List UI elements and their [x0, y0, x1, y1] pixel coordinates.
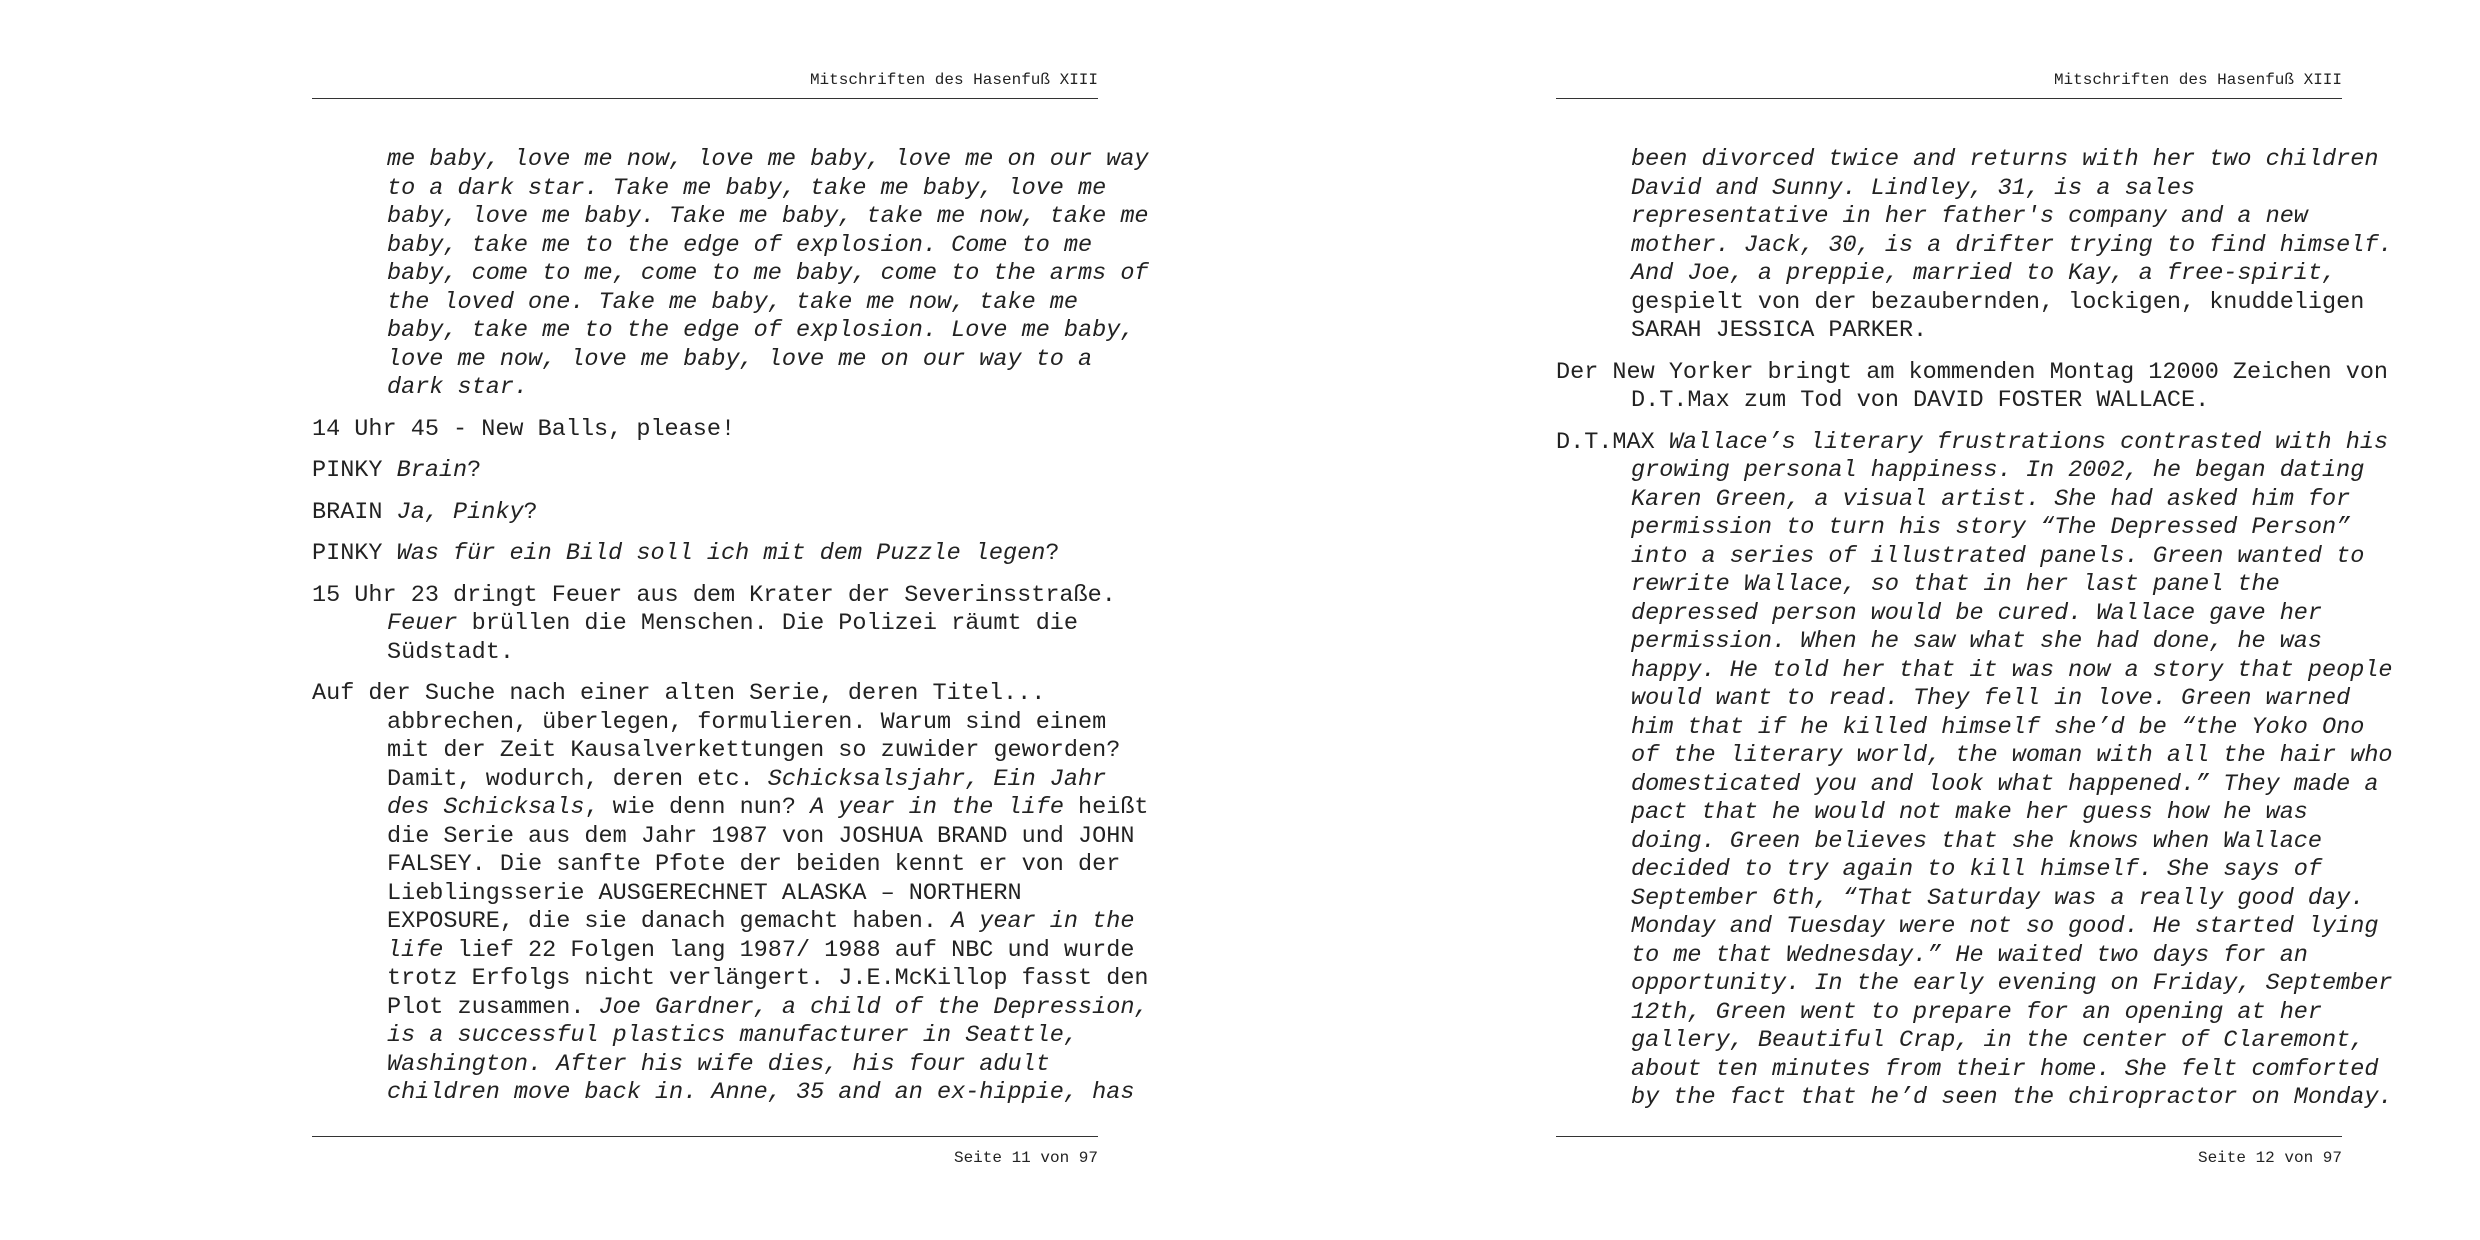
text-line	[1631, 260, 2342, 289]
italic-text-run: rewrite Wallace, so that in her last panel the	[1631, 571, 2280, 598]
text-line	[387, 346, 1098, 375]
text-run: PINKY	[312, 540, 397, 567]
text-line	[1631, 317, 2342, 346]
text-line	[387, 765, 1107, 795]
text-run: 14 Uhr 45 - New Balls, please!	[312, 415, 736, 443]
text-line	[387, 317, 1135, 346]
text-line	[387, 289, 1098, 318]
italic-text-run: love me now, love me baby, love me on our way to a	[387, 345, 1093, 373]
text-run: Südstadt.	[387, 638, 514, 666]
text-line	[387, 908, 1135, 937]
italic-text-run: domesticated you and look what happened.” They made a	[1631, 770, 2379, 798]
text-run: mit der Zeit Kausalverkettungen so zuwider geworden?	[387, 737, 1121, 764]
text-line	[387, 1022, 1098, 1051]
text-line	[312, 581, 1116, 611]
italic-text-run: is a successful plastics manufacturer in Seattle,	[387, 1022, 1079, 1049]
text-line	[1631, 146, 2379, 175]
text-line	[312, 680, 1098, 709]
text-run: die Serie aus dem Jahr 1987 von JOSHUA BRAND und JOHN	[387, 822, 1135, 850]
italic-text-run: Joe Gardner, a child of the Depression,	[598, 993, 1149, 1021]
text-line	[1631, 913, 2379, 942]
italic-text-run: Karen Green, a visual artist. She had asked him for	[1631, 485, 2351, 513]
text-run: Auf der Suche nach einer alten Serie, deren Titel...	[312, 680, 1046, 707]
italic-text-run: A year in the life	[810, 794, 1064, 821]
text-line	[1631, 1027, 2365, 1056]
italic-text-run: Ja, Pinky	[396, 498, 524, 526]
italic-text-run: happy. He told her that it was now a story that people	[1631, 656, 2393, 684]
page-right	[1556, 0, 2393, 1240]
italic-text-run: gallery, Beautiful Crap, in the center of Claremont,	[1631, 1027, 2365, 1054]
text-line	[1631, 1055, 2379, 1085]
paragraph	[312, 146, 1149, 403]
paragraph	[312, 680, 1149, 1108]
italic-text-run: 12th, Green went to prepare for an opening at her	[1631, 998, 2323, 1026]
italic-text-run: Monday and Tuesday were not so good. He started lying	[1631, 913, 2379, 940]
text-run: Plot zusammen.	[387, 993, 599, 1021]
text-line	[387, 880, 1098, 909]
paragraph	[312, 499, 1098, 528]
text-line	[1556, 428, 2389, 458]
italic-text-run: dark star.	[387, 374, 529, 401]
text-line	[387, 851, 1121, 880]
text-line	[1631, 799, 2342, 828]
text-run: abbrechen, überlegen, formulieren. Warum sind einem	[387, 708, 1107, 736]
text-run: trotz Erfolgs nicht verlängert. J.E.McKillop fasst den	[387, 965, 1149, 992]
text-line	[1631, 457, 2365, 486]
text-line	[387, 965, 1149, 994]
text-run: , wie denn nun?	[584, 794, 811, 821]
page-body	[312, 146, 1149, 1121]
italic-text-run: baby, love me baby. Take me baby, take me now, take me	[387, 203, 1149, 230]
text-line	[387, 794, 1149, 823]
text-line	[387, 737, 1121, 766]
text-line	[387, 936, 1135, 966]
text-line	[387, 260, 1149, 289]
italic-text-run: Washington. After his wife dies, his four adult	[387, 1050, 1050, 1078]
italic-text-run: to a dark star. Take me baby, take me baby, love me	[387, 174, 1107, 202]
italic-text-run: by the fact that he’d seen the chiropractor on Monday.	[1631, 1084, 2393, 1111]
text-line	[1631, 514, 2351, 543]
italic-text-run: doing. Green believes that she knows when Wallace	[1631, 827, 2323, 855]
text-run: 15 Uhr 23 dringt Feuer aus dem Krater der Severinsstraße.	[312, 581, 1116, 609]
text-line	[1631, 387, 2342, 416]
text-line	[387, 232, 1098, 261]
paragraph	[312, 457, 1098, 486]
text-line	[1631, 203, 2342, 232]
page-number-footer: Seite 11 von 97	[312, 1136, 1098, 1166]
text-line	[1556, 358, 2389, 388]
text-line	[1631, 656, 2393, 686]
text-run: FALSEY. Die sanfte Pfote der beiden kennt er von der	[387, 851, 1121, 878]
text-line	[1631, 1084, 2393, 1113]
text-line	[387, 610, 1098, 639]
italic-text-run: September 6th, “That Saturday was a really good day.	[1631, 884, 2365, 912]
paragraph	[1556, 146, 2393, 346]
italic-text-run: pact that he would not make her guess how he was	[1631, 799, 2308, 826]
paragraph	[312, 581, 1116, 668]
text-line	[387, 146, 1149, 175]
text-line	[1631, 542, 2365, 572]
italic-text-run: Brain	[396, 457, 468, 484]
text-run: Lieblingsserie AUSGERECHNET ALASKA – NORTHERN	[387, 879, 1022, 907]
text-line	[1631, 685, 2351, 714]
italic-text-run: A year in the	[951, 908, 1135, 935]
text-line	[1631, 628, 2342, 657]
italic-text-run: representative in her father's company and a new	[1631, 203, 2308, 230]
page-number-footer: Seite 12 von 97	[1556, 1136, 2342, 1166]
text-line	[1631, 713, 2365, 743]
text-line	[1631, 485, 2351, 515]
italic-text-run: life	[387, 936, 444, 964]
italic-text-run: been divorced twice and returns with her two children	[1631, 146, 2379, 173]
italic-text-run: baby, take me to the edge of explosion. Come to me	[387, 231, 1093, 259]
text-line	[387, 203, 1149, 232]
text-run: D.T.MAX	[1556, 428, 1669, 456]
text-line	[1631, 600, 2342, 629]
running-header: Mitschriften des Hasenfuß XIII	[312, 72, 1098, 99]
text-run: D.T.Max zum Tod von DAVID FOSTER WALLACE.	[1631, 387, 2210, 414]
text-line	[1631, 770, 2379, 800]
italic-text-run: And Joe, a preppie, married to Kay, a free-spirit,	[1631, 260, 2337, 287]
text-line	[312, 498, 1098, 528]
italic-text-run: the loved one. Take me baby, take me now, take me	[387, 288, 1079, 316]
text-line	[1631, 999, 2342, 1028]
text-line	[1631, 884, 2365, 914]
italic-text-run: decided to try again to kill himself. She says of	[1631, 856, 2323, 883]
text-line	[1631, 970, 2393, 999]
italic-text-run: about ten minutes from their home. She felt comforted	[1631, 1055, 2379, 1083]
text-run: heißt	[1063, 794, 1149, 821]
text-line	[387, 1051, 1098, 1080]
italic-text-run: depressed person would be cured. Wallace gave her	[1631, 599, 2323, 627]
text-line	[387, 822, 1135, 852]
italic-text-run: mother. Jack, 30, is a drifter trying to find himself.	[1631, 231, 2393, 259]
italic-text-run: permission. When he saw what she had done, he was	[1631, 628, 2323, 655]
paragraph	[1556, 428, 2393, 1113]
italic-text-run: des Schicksals	[387, 794, 585, 821]
page-body	[1556, 146, 2393, 1126]
text-run: Damit, wodurch, deren etc.	[387, 765, 768, 793]
text-run: ?	[467, 457, 482, 484]
text-run: SARAH JESSICA PARKER.	[1631, 317, 1928, 344]
italic-text-run: David and Sunny. Lindley, 31, is a sales	[1631, 174, 2196, 202]
text-line	[387, 374, 1098, 403]
italic-text-run: of the literary world, the woman with all the hair who	[1631, 742, 2393, 769]
paragraph	[312, 540, 1098, 569]
text-line	[1631, 942, 2342, 971]
running-header: Mitschriften des Hasenfuß XIII	[1556, 72, 2342, 99]
text-line	[1631, 828, 2342, 857]
italic-text-run: opportunity. In the early evening on Friday, September	[1631, 970, 2393, 997]
text-line	[312, 457, 1098, 486]
text-line	[1631, 175, 2342, 204]
italic-text-run: growing personal happiness. In 2002, he began dating	[1631, 457, 2365, 484]
text-run: PINKY	[312, 457, 397, 484]
italic-text-run: children move back in. Anne, 35 and an ex-hippie, has	[387, 1079, 1135, 1106]
text-line	[312, 540, 1098, 569]
italic-text-run: baby, take me to the edge of explosion. Love me baby,	[387, 317, 1135, 344]
italic-text-run: Was für ein Bild soll ich mit dem Puzzle legen	[396, 540, 1046, 567]
text-line	[1631, 571, 2342, 600]
text-run: EXPOSURE, die sie danach gemacht haben.	[387, 908, 952, 935]
paragraph	[312, 416, 1098, 445]
italic-text-run: permission to turn his story “The Depressed Person”	[1631, 514, 2351, 541]
italic-text-run: Schicksalsjahr, Ein Jahr	[767, 765, 1107, 793]
page-left	[312, 0, 1149, 1240]
text-line	[1631, 742, 2393, 771]
text-line	[387, 174, 1107, 204]
italic-text-run: Wallace’s literary frustrations contrasted with his	[1668, 428, 2389, 456]
text-run: ?	[1045, 540, 1060, 567]
text-line	[312, 415, 1098, 445]
italic-text-run: him that if he killed himself she’d be “the Yoko Ono	[1631, 713, 2365, 741]
paragraph	[1556, 358, 2389, 416]
text-run: brüllen die Menschen. Die Polizei räumt die	[457, 610, 1079, 637]
italic-text-run: me baby, love me now, love me baby, love me on our way	[387, 146, 1149, 173]
text-line	[387, 639, 1098, 668]
text-line	[387, 708, 1107, 738]
italic-text-run: to me that Wednesday.” He waited two days for an	[1631, 941, 2308, 969]
text-line	[387, 993, 1149, 1023]
text-run: lief 22 Folgen lang 1987/ 1988 auf NBC und wurde	[443, 936, 1135, 964]
text-line	[1631, 288, 2365, 318]
text-run: Der New Yorker bringt am kommenden Montag 12000 Zeichen von	[1556, 358, 2389, 386]
text-line	[387, 1079, 1135, 1108]
italic-text-run: baby, come to me, come to me baby, come to the arms of	[387, 260, 1149, 287]
italic-text-run: into a series of illustrated panels. Green wanted to	[1631, 542, 2365, 570]
text-line	[1631, 856, 2342, 885]
italic-text-run: would want to read. They fell in love. Green warned	[1631, 685, 2351, 712]
italic-text-run: Feuer	[387, 610, 458, 637]
text-line	[1631, 231, 2393, 261]
text-run: gespielt von der bezaubernden, lockigen, knuddeligen	[1631, 288, 2365, 316]
text-run: BRAIN	[312, 498, 397, 526]
text-run: ?	[523, 498, 538, 526]
